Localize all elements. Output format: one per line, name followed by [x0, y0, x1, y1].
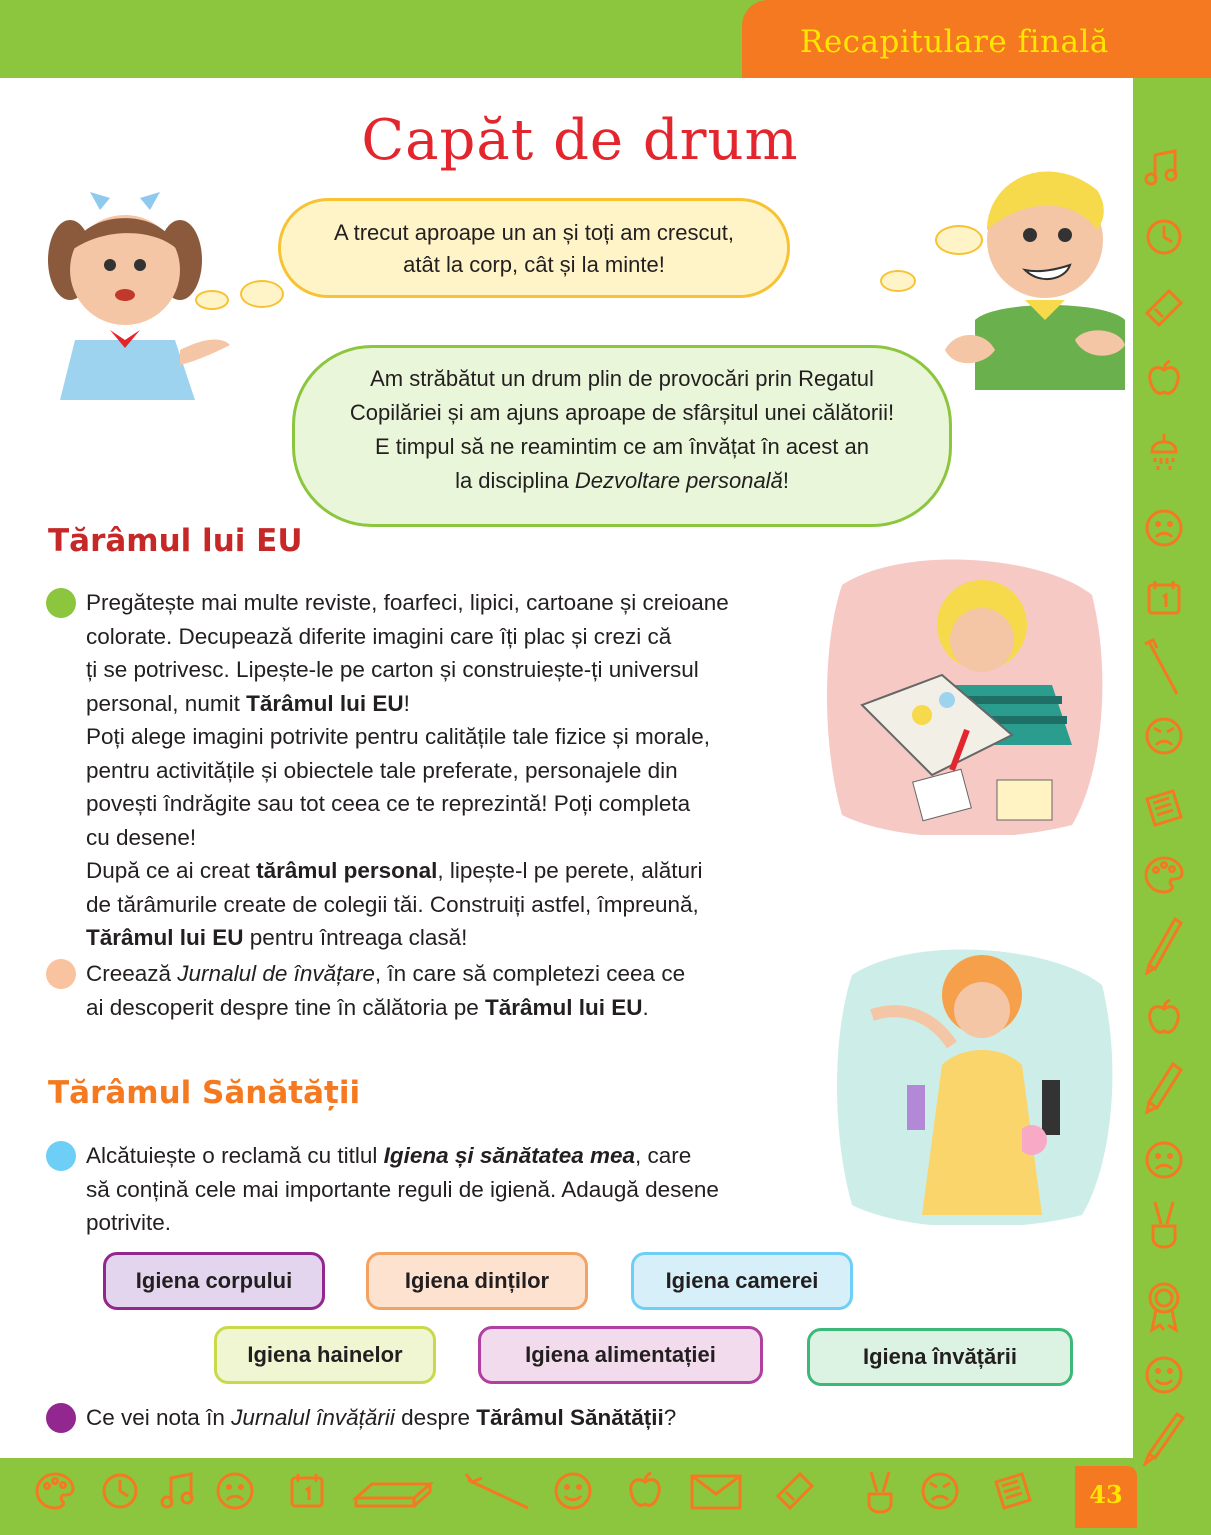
bubble-text-line: E timpul să ne reamintim ce am învățat în acest an [374, 434, 869, 459]
thought-bubble-2 [292, 345, 952, 527]
tag-learning-hygiene: Igiena învățării [807, 1328, 1073, 1386]
sad-face-icon [1141, 505, 1187, 551]
calendar-icon [282, 1468, 332, 1514]
bubble-text-line [295, 464, 949, 498]
bullet-green [46, 588, 76, 618]
music-note-icon [155, 1468, 205, 1514]
shower-icon [1141, 430, 1187, 476]
text-run: despre [394, 1405, 477, 1430]
thought-puff [935, 225, 983, 255]
text-run: ai descoperit despre tine în călătoria pe [86, 994, 485, 1020]
text-run: Ce vei nota în [86, 1405, 232, 1430]
apple-icon [1141, 356, 1187, 402]
text-line: colorate. Decupează diferite imagini care îți plac și crezi că [86, 623, 672, 649]
text-line: Pregătește mai multe reviste, foarfeci, lipici, cartoane și creioane [86, 590, 729, 615]
activity-text-4 [86, 1401, 826, 1435]
child-cutting-illustration [822, 545, 1112, 835]
text-run: Alcătuiește o reclamă cu titlul [86, 1143, 384, 1168]
text-line [86, 991, 826, 1025]
text-line [86, 1401, 826, 1435]
bold-text: tărâmul personal [256, 858, 438, 883]
tag-clothes-hygiene: Igiena hainelor [214, 1326, 436, 1384]
text-run: ! [782, 468, 789, 493]
notebook-icon [988, 1468, 1038, 1514]
text-line [86, 957, 826, 991]
clock-icon [95, 1468, 145, 1514]
tag-teeth-hygiene: Igiena dinților [366, 1252, 588, 1310]
bullet-purple [46, 1403, 76, 1433]
victory-hand-icon [1141, 1198, 1187, 1250]
text-run: ? [663, 1405, 677, 1430]
tag-food-hygiene: Igiena alimentației [478, 1326, 763, 1384]
thought-puff [240, 280, 284, 308]
text-line: pentru activitățile și obiectele tale preferate, personajele din [86, 757, 678, 783]
text-run: pentru întreaga clasă! [243, 925, 468, 950]
thought-bubble-1 [278, 198, 790, 298]
text-run: Creează [86, 961, 178, 986]
smiley-icon [1141, 1352, 1187, 1398]
text-run: , care [635, 1143, 692, 1168]
hygiene-illustration [832, 935, 1127, 1225]
activity-text-1 [86, 586, 826, 955]
text-line: cu desene! [86, 824, 197, 850]
bold-text: Tărâmul lui EU [485, 994, 643, 1020]
text-run: la disciplina [455, 468, 575, 493]
text-run: După ce ai creat [86, 858, 257, 883]
envelope-icon [688, 1468, 744, 1514]
page-title: Capăt de drum [361, 108, 799, 173]
text-line [86, 854, 826, 888]
boy-illustration [935, 150, 1135, 390]
toothbrush-icon [462, 1468, 534, 1514]
text-run: , în care să completezi ceea ce [374, 961, 686, 986]
bullet-blue [46, 1141, 76, 1171]
toothbrush-icon [1141, 638, 1187, 698]
text-line [86, 921, 826, 955]
bold-text: Tărâmul Sănătății [476, 1405, 664, 1430]
italic-text: Jurnalul învățării [231, 1405, 395, 1430]
text-line: potrivite. [86, 1210, 172, 1235]
smiley-icon [548, 1468, 598, 1514]
text-line: Poți alege imagini potrivite pentru calitățile tale fizice și morale, [86, 724, 711, 749]
medal-icon [1141, 1278, 1187, 1334]
thought-puff [880, 270, 916, 292]
book-icon [352, 1468, 434, 1514]
bold-italic-text: Igiena și sănătatea mea [383, 1143, 636, 1168]
section-heading: Tărâmul Sănătății [48, 1075, 361, 1111]
italic-text: Jurnalul de învățare [177, 961, 375, 986]
sad-face-icon [210, 1468, 260, 1514]
sad-face-icon [1141, 1137, 1187, 1183]
angry-face-icon [1141, 713, 1187, 759]
text-line: ți se potrivesc. Lipește-le pe carton și construiește-ți universul [86, 657, 699, 682]
subject-name: Dezvoltare personală [574, 468, 783, 493]
palette-icon [30, 1468, 80, 1514]
ticket-icon [1141, 285, 1187, 331]
notebook-icon [1141, 785, 1187, 831]
tag-body-hygiene: Igiena corpului [103, 1252, 325, 1310]
bubble-text-line: Copilăriei și am ajuns aproape de sfârșitul unei călătorii! [349, 400, 895, 425]
thought-puff [195, 290, 229, 310]
palette-icon [1141, 852, 1187, 898]
bold-text: Tărâmul lui EU [86, 925, 244, 950]
bold-text: Tărâmul lui EU [246, 690, 404, 716]
activity-text-3 [86, 1139, 826, 1240]
page-number: 43 [1075, 1466, 1137, 1528]
text-run: , lipește-l pe perete, alături [437, 858, 703, 883]
pencil-icon [1141, 915, 1187, 975]
bullet-peach [46, 959, 76, 989]
text-line: să conțină cele mai importante reguli de igienă. Adaugă desene [86, 1176, 719, 1202]
text-run: ! [403, 690, 410, 716]
bubble-text-line: atât la corp, cât și la minte! [403, 252, 665, 277]
activity-text-2 [86, 957, 826, 1024]
bubble-text-line: A trecut aproape un an și toți am crescut, [334, 220, 734, 245]
apple-icon [1141, 995, 1187, 1041]
bubble-text-line: Am străbătut un drum plin de provocări prin Regatul [370, 366, 874, 391]
calendar-icon [1141, 575, 1187, 621]
text-line [86, 687, 826, 721]
pencil-icon [1141, 1060, 1187, 1116]
text-line: povești îndrăgite sau tot ceea ce te reprezintă! Poți completa [86, 791, 691, 816]
ticket-icon [770, 1468, 820, 1514]
text-line: de tărâmurile create de colegii tăi. Construiți astfel, împreună, [86, 891, 699, 917]
angry-face-icon [915, 1468, 965, 1514]
section-label: Recapitulare finală [800, 24, 1109, 60]
text-run: . [642, 994, 649, 1020]
text-line [86, 1139, 826, 1173]
clock-icon [1141, 214, 1187, 260]
apple-icon [620, 1468, 670, 1514]
text-run: personal, numit [86, 690, 247, 716]
section-heading: Tărâmul lui EU [48, 523, 303, 559]
victory-hand-icon [855, 1468, 905, 1514]
tag-room-hygiene: Igiena camerei [631, 1252, 853, 1310]
pen-icon [1141, 1410, 1187, 1466]
